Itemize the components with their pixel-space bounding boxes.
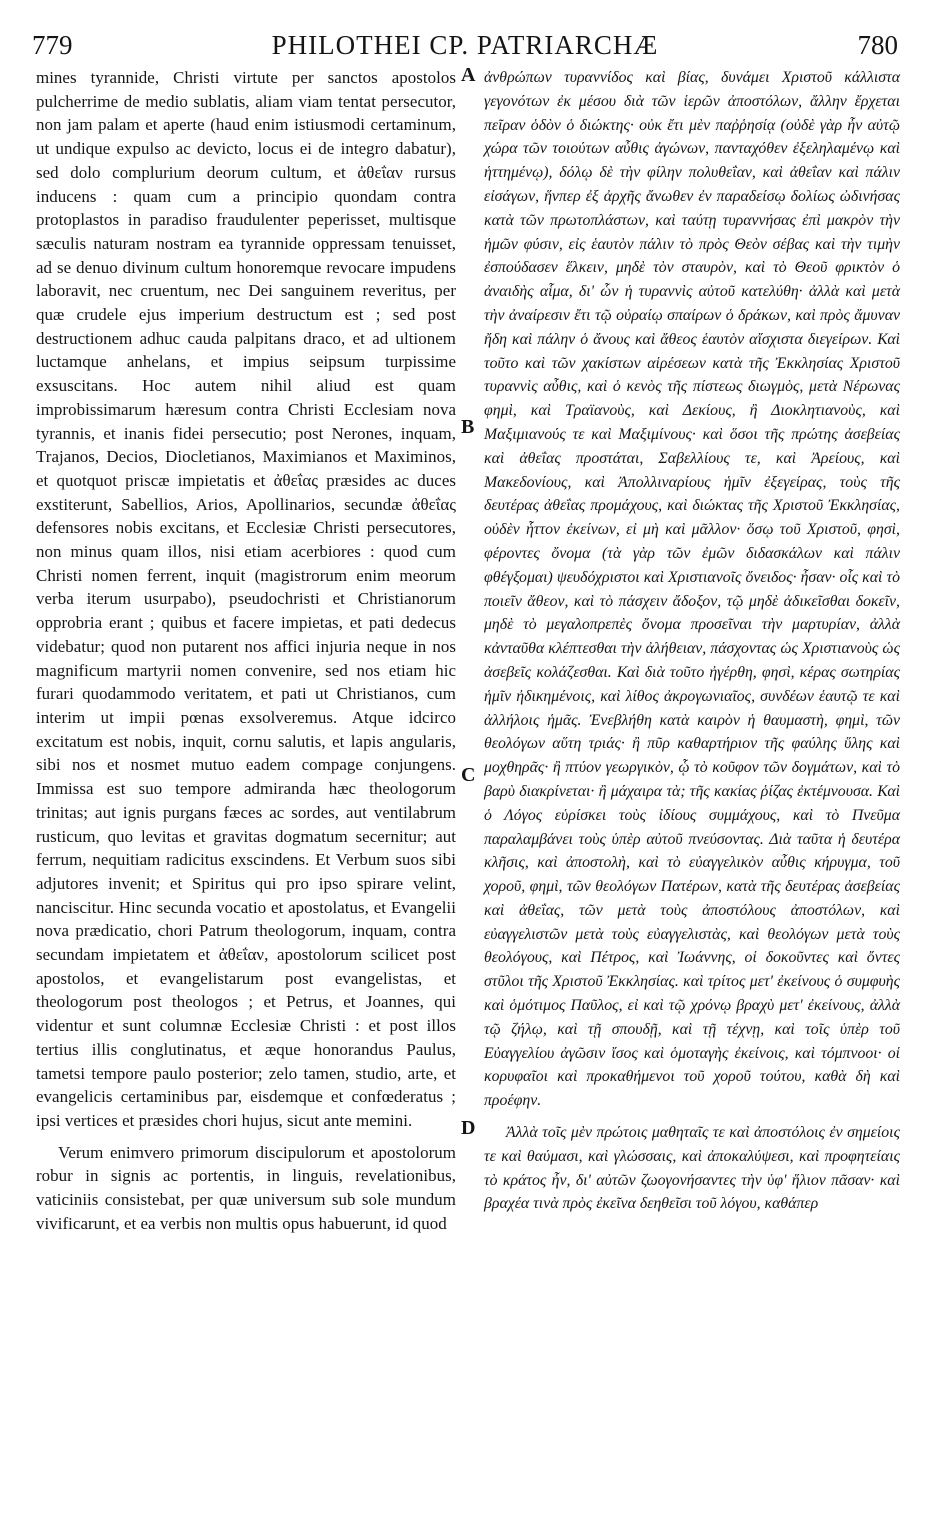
margin-letter-c: C [461,764,476,786]
margin-letter-b: B [461,416,475,438]
running-title: PHILOTHEI CP. PATRIARCHÆ [271,30,659,60]
latin-paragraph-1: mines tyrannide, Christi virtute per sanctos apostolos pulcherrime de medio sublatis, aliam viam tentat persecutor, non jam palam et aperte (haud enim istiusmodi certaminum, ut undique expulso ac devicto, locus ei de integro dabatur), sed dolo complurium deorum cultum, et ἀθεΐαν rursus inducens : quam cum a principio quondam contra protoplastos in paradiso fraudulenter peperisset, multisque sæculis naturam nostram ea tyrannide oppressam tenuisset, ad se denuo divinum cultum honoremque revocare impudens laboravit, nec cruentum, nec Dei sanguinem reveritus, per quæ crudele ejus imperium destructum est ; sed post destructionem adhuc cauda palpitans draco, et ad ultionem luctamque anhelans, et impius seipsum turpissime exsuscitans. Hoc autem nihil aliud est quam improbissimarum hæresum contra Christi Ecclesiam nova tyrannis, et inanis fidei persecutio; post Nerones, inquam, Trajanos, Decios, Diocletianos, Maximianos et Maximinos, et quotquot priscæ impietatis et ἀθεΐας præsides ac duces exstiterunt, Sabellios, Arios, Apollinarios, secundæ ἀθεΐας defensores nobis excitans, et Ecclesiæ Christi persecutores, non minus quam illos, nisi etiam acerbiores : quod cum Christi nomen ferrent, inquit (magistrorum enim meorum verba iterum usurpabo), pseudochristi et Christianorum opprobria erant ; quibus et facere impietas, et pati dedecus videbatur; quod non putarent nos affici injuria neque in nos magnificum martyrii nomen convenire, sed nos etiam hic furari quodammodo veritatem, et pati ut Christianos, cum interim ut impii pœnas exsolveremus. Atque idcirco excitatum est nobis, inquit, cornu salutis, et lapis angularis, sibi nos et nosmet mutuo eadem compage conjungens. Immissa est suo tempore admiranda hæc theologorum trinitas; aut ignis purgans fæces ac sordes, aut ventilabrum rusticum, quo levitas et gravitas dogmatum secernitur; aut ferrum, nequitiam radicitus exscindens. Et Verbum suos sibi adjutores invenit; et Spiritus qui pro ipso spirare velint, nanciscitur. Hinc secunda vocatio et apostolatus, et Evangelii nova prædicatio, chori Patrum theologorum, inquam, contra secundam impietatem et ἀθεΐαν, apostolorum scilicet post apostolos, et evangelistarum post evangelistas, et theologorum post theologos ; et Petrus, et Joannes, qui videntur et sunt columnæ Ecclesiæ Christi : et post illos tertius illis conglutinatus, et æque honorandus Paulus, tametsi tempore paulo posterior; zelo tamen, studio, arte, et evangelicis certaminibus par, eisdemque et confœderatus ; ipsi vertices et præsides chori hujus, sicut ante memini. [36,68,456,1130]
greek-paragraph-2: Ἀλλὰ τοῖς μὲν πρώτοις μαθηταῖς τε καὶ ἀποστόλοις ἐν σημείοις τε καὶ θαύμασι, καὶ γλώσσαις, καὶ ἀποκαλύψεσι, καὶ προφητείαις τὸ κράτος ἦν, δι' αὐτῶν ζωογονήσαντες τὴν ὑφ' ἥλιον πᾶσαν· καὶ βραχέα τινὰ πρὸς ἐκεῖνα δεηθεῖσι τοῦ λόγου, καθάπερ [484,1124,900,1213]
greek-paragraph-1: ἀνθρώπων τυραννίδος καὶ βίας, δυνάμει Χριστοῦ κάλλιστα γεγονότων ἐκ μέσου διὰ τῶν ἱερῶν ἀποστόλων, ἄλλην ἔρχεται πεῖραν ὁδὸν ὁ διώκτης· οὐκ ἔτι μὲν παῤῥησίᾳ (οὐδὲ γὰρ ἦν αὐτῷ χώρα τῶν τοιούτων αὖθις ἀγώνων, πανταχόθεν ἐξεληλαμένῳ καὶ ἡττημένῳ), δόλῳ δὲ τὴν φίλην πολυθεΐαν, καὶ ἀθεΐαν καὶ πάλιν εἰσάγων, ἥνπερ ἐξ ἀρχῆς ἄνωθεν ἐν παραδείσῳ δολίως ὠδινήσας κατὰ τῶν πρωτοπλάστων, καὶ ταύτῃ τυραννήσας ἐπὶ μακρὸν τὴν ἡμῶν φύσιν, εἰς ἑαυτὸν πάλιν τὸ πρὸς Θεὸν σέβας καὶ τὴν τιμὴν ἐσπούδασεν ἕλκειν, μηδὲ τὸν σταυρὸν, καὶ τὸ Θεοῦ φρικτὸν ὁ ἀναιδὴς αἷμα, δι' ὧν ἡ τυραννὶς αὐτοῦ κατελύθη· ἀλλὰ καὶ μετὰ τὴν ἀναίρεσιν ἔτι τῷ οὐραίῳ σπαίρων ὁ δράκων, καὶ πρὸς ἄμυναν ἤδη καὶ πάλην ὁ ἄνους καὶ ἄθεος ἑαυτὸν αἴσχιστα διεγείρων. Καὶ τοῦτο καὶ τῶν χακίστων αἱρέσεων κατὰ τῆς Ἐκκλησίας Χριστοῦ τυραννὶς αὖθις, καὶ ὁ κενὸς τῆς πίστεως διωγμὸς, μετὰ Νέρωνας φημὶ, καὶ Τραϊανοὺς, καὶ Δεκίους, ἢ Διοκλητιανοὺς, καὶ Μαξιμιανούς τε καὶ Μαξιμίνους· καὶ ὅσοι τῆς πρώτης ἀσεβείας καὶ ἀθεΐας προστάται, Σαβελλίους τε, καὶ Ἀρείους, καὶ Μακεδονίους, καὶ Ἀπολλιναρίους ἡμῖν ἐξεγείρας, τοὺς τῆς δευτέρας ἀθεΐας προμάχους, καὶ διώκτας τῆς Χριστοῦ Ἐκκλησίας, οὐδὲν ἧττον ἐκείνων, εἰ μὴ καὶ μᾶλλον· ὅσῳ τοῦ Χριστοῦ, φησὶ, φέροντες ὄνομα (τὰ γὰρ τῶν ἐμῶν διδασκάλων καὶ πάλιν φθέγξομαι) ψευδόχριστοι καὶ Χριστιανοῖς ὄνειδος· ἦσαν· οἷς καὶ τὸ ποιεῖν ἄθεον, καὶ τὸ πάσχειν ἄδοξον, τῷ μηδὲ ἀδικεῖσθαι δοκεῖν, μηδὲ τὸ μεγαλοπρεπὲς ὄνομα προσεῖναι τὴν μαρτυρίαν, ἀλλὰ κἀνταῦθα κλέπτεσθαι τὴν ἀλήθειαν, πάσχοντας ὡς Χριστιανοὺς ὡς ἀσεβεῖς κολάζεσθαι. Καὶ διὰ τοῦτο ἠγέρθη, φησὶ, κέρας σωτηρίας ἡμῖν ἠδικημένοις, καὶ λίθος ἀκρογωνιαῖος, συνδέων ἑαυτῷ τε καὶ ἀλλήλοις ἡμᾶς. Ἐνεβλήθη κατὰ καιρὸν ἡ θαυμαστὴ, φημὶ, τῶν θεολόγων αὕτη τριάς· ἢ πῦρ καθαρτήριον τῆς φαύλης ὕλης καὶ μοχθηρᾶς· ἢ πτύον γεωργικὸν, ᾧ τὸ κοῦφον τῶν δογμάτων, καὶ τὸ βαρὺ διακρίνεται· ἢ μάχαιρα τὰ; τῆς κακίας ῥίζας ἐκτέμνουσα. Καὶ ὁ Λόγος εὑρίσκει τοὺς ἰδίους συμμάχους, καὶ τὸ Πνεῦμα παραλαμβάνει τοὺς ὑπὲρ αὐτοῦ πνεύσοντας. Διὰ ταῦτα ἡ δευτέρα κλῆσις, καὶ ἀποστολὴ, καὶ τὸ εὐαγγελικὸν αὖθις κήρυγμα, τοῦ χοροῦ, φημὶ, τῶν θεολόγων Πατέρων, κατὰ τῆς δευτέρας ἀσεβείας καὶ ἀθεΐας, τῶν μετὰ τοὺς ἀποστόλους ἀποστόλων, καὶ εὐαγγελιστῶν μετὰ τοὺς εὐαγγελιστὰς, καὶ θεολόγων μετὰ τοὺς θεολόγους, καὶ Πέτρος, καὶ Ἰωάννης, οἱ δοκοῦντες καὶ ὄντες στῦλοι τῆς Χριστοῦ Ἐκκλησίας. καὶ τρίτος μετ' ἐκείνους ὁ συμφυὴς καὶ ὁμότιμος Παῦλος, εἰ καὶ τῷ χρόνῳ βραχὺ μετ' ἐκείνους, ἀλλὰ τῷ ζήλῳ, καὶ τῇ σπουδῇ, καὶ τῇ τέχνῃ, καὶ τοῖς ὑπὲρ τοῦ Εὐαγγελίου ἀγῶσιν ἴσος καὶ ὁμοταγὴς ἐκείνοις, καὶ τόμπνοοι· οἱ κορυφαῖοι καὶ προκαθήμενοι τοῦ χοροῦ τούτου, καθὰ δὴ καὶ προέφην. [484,69,900,1110]
page-number-left: 779 [32,30,73,60]
latin-paragraph-2: Verum enimvero primorum discipulorum et apostolorum robur in signis ac portentis, in linguis, revelationibus, vaticiniis consistebat, per quæ universum sub sole mundum vivificarunt, et ea verbis non multis opus habuerunt, id quod [36,1142,456,1233]
margin-letter-d: D [461,1117,476,1139]
greek-column [484,66,900,1216]
margin-letter-a: A [461,64,476,86]
latin-column [36,66,456,1235]
page-number-right: 780 [857,30,898,60]
